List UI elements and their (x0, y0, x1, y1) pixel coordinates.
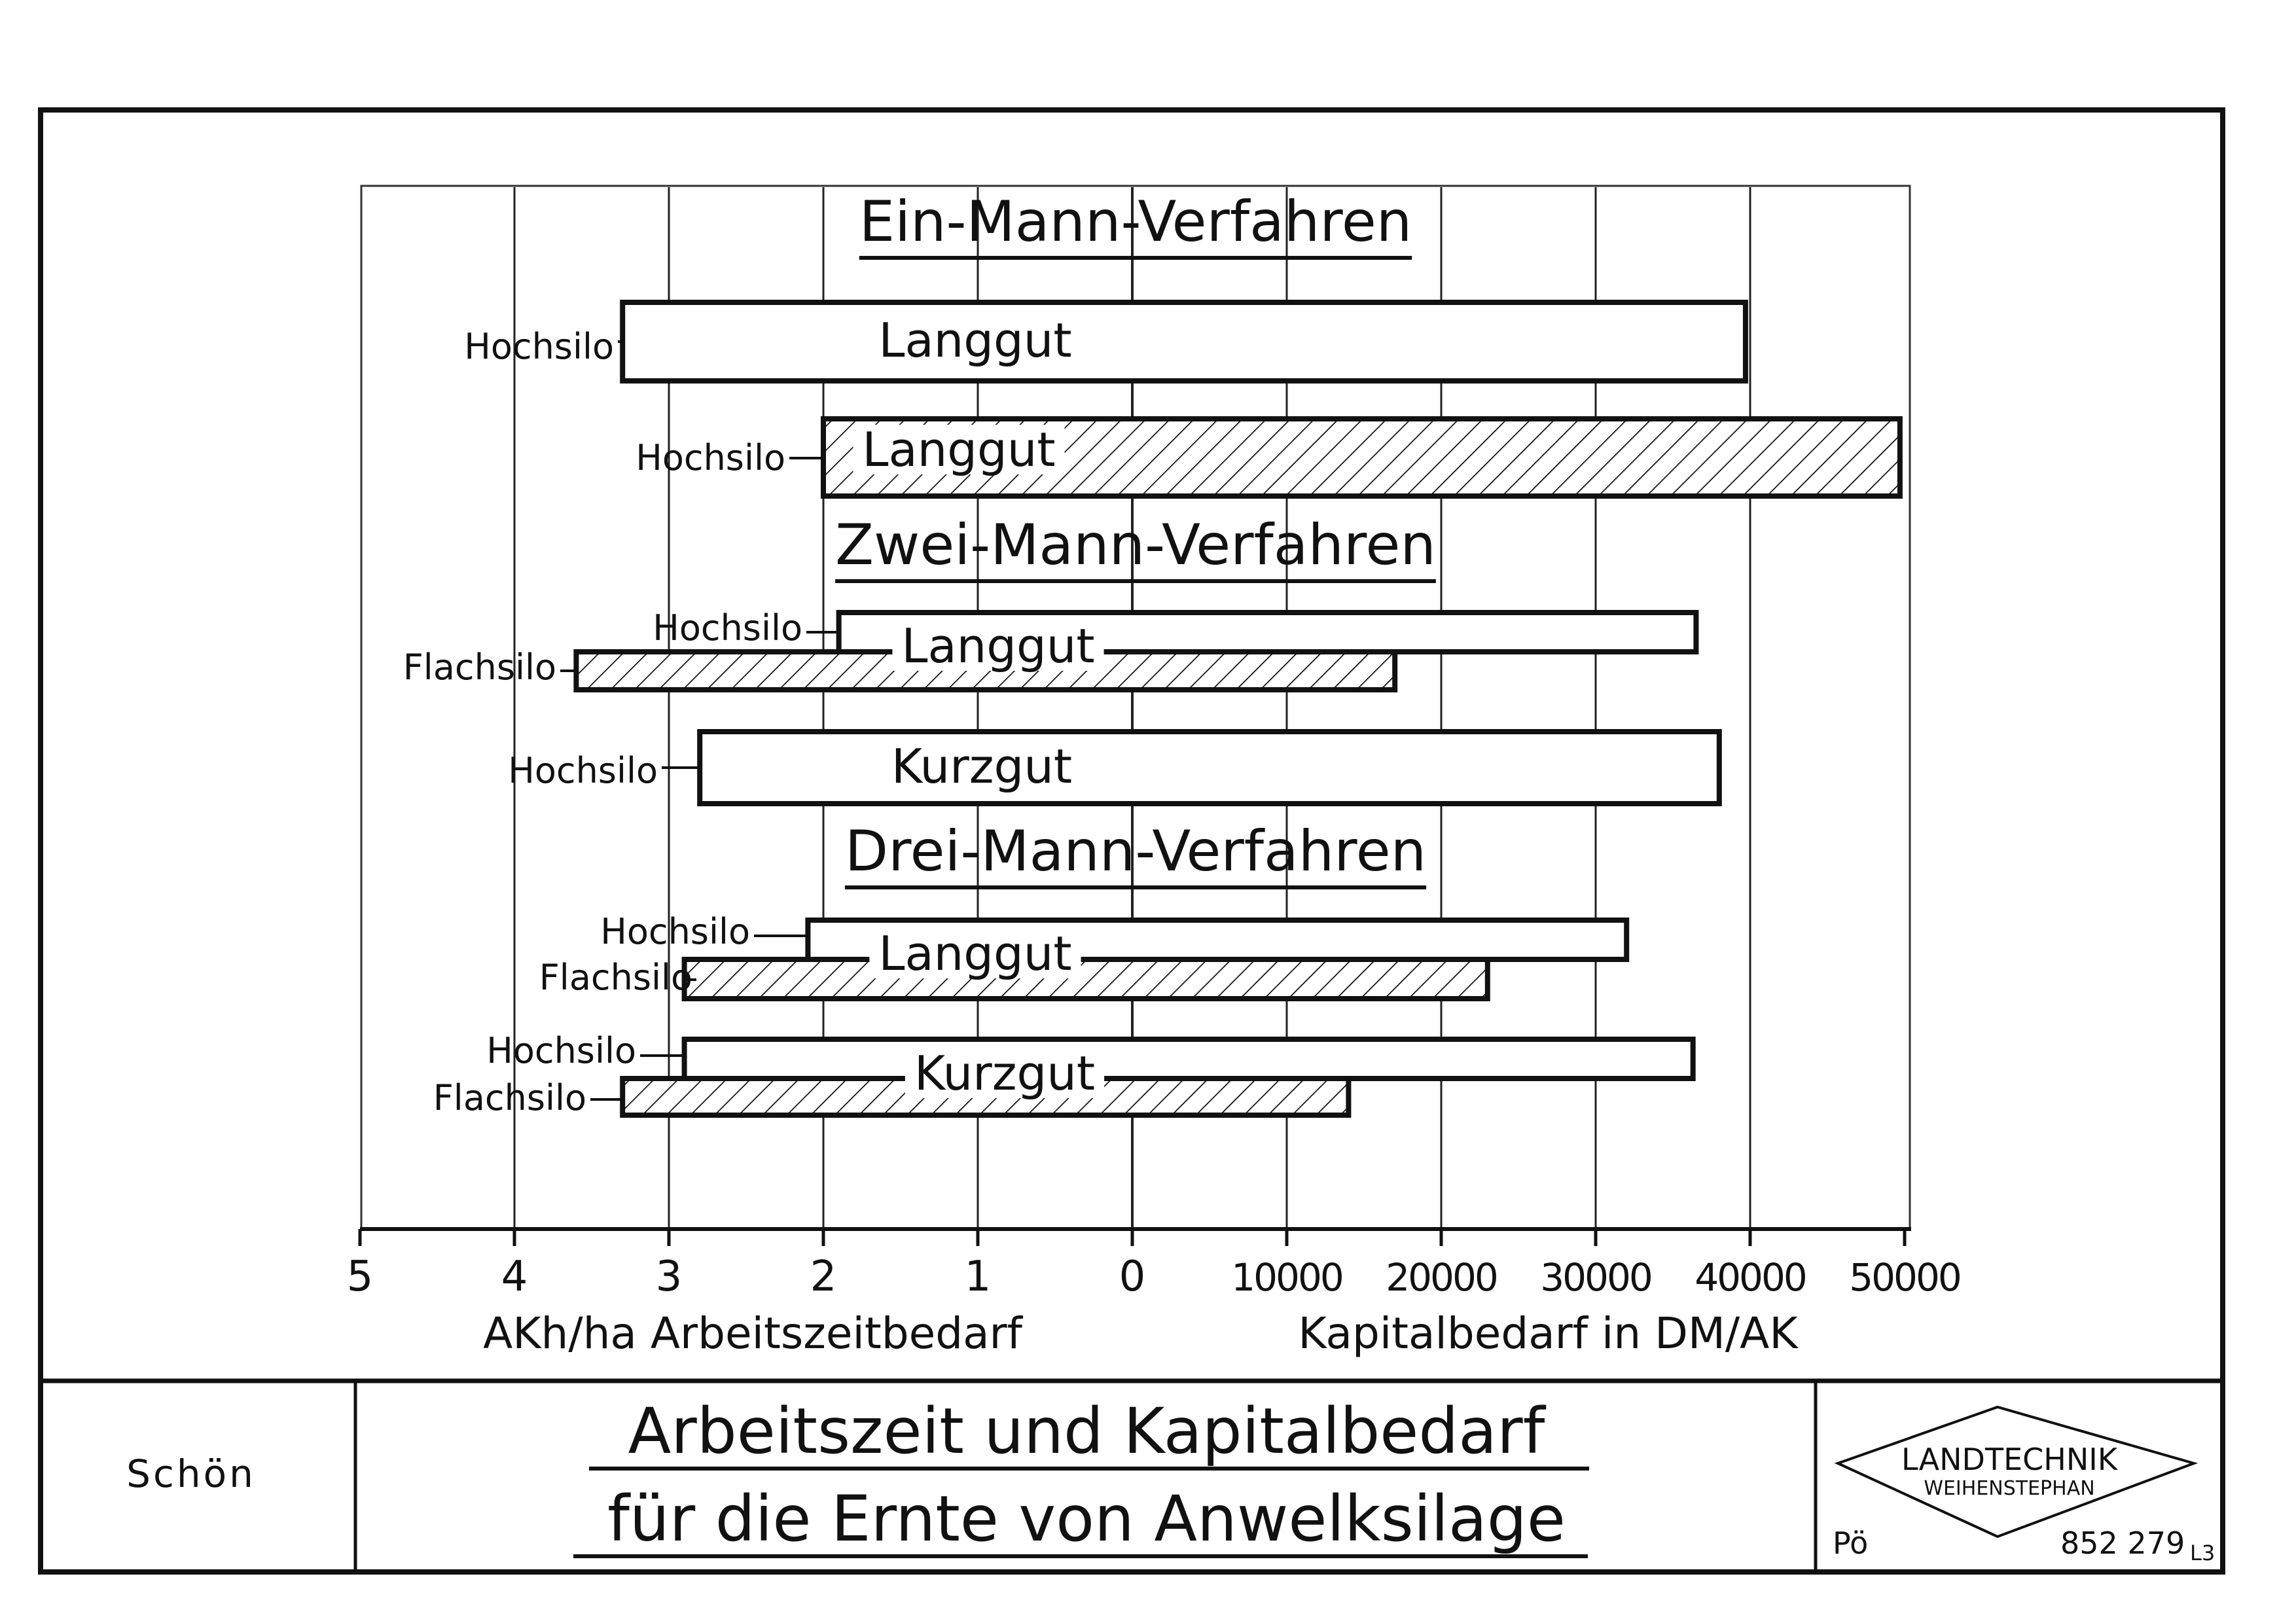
bars-layer (403, 302, 1900, 1118)
silo-label: Flachsilo (433, 1077, 586, 1118)
silo-label: Hochsilo (486, 1030, 636, 1071)
tick-label-akh: 0 (1119, 1253, 1146, 1301)
tick-label-dm: 40000 (1695, 1255, 1806, 1300)
row-label: Kurzgut (891, 739, 1073, 794)
tick-label-akh: 3 (655, 1253, 683, 1301)
bar-hochsilo-plain (700, 732, 1719, 804)
silo-label: Hochsilo (464, 326, 614, 367)
silo-label: Flachsilo (403, 647, 556, 688)
axis-ticks (347, 1229, 1960, 1301)
tick-label-dm: 20000 (1386, 1255, 1497, 1300)
title-line-2: für die Ernte von Anwelksilage (607, 1482, 1566, 1556)
row-label: Langgut (878, 313, 1072, 368)
tick-label-dm: 50000 (1849, 1255, 1960, 1300)
silo-label: Hochsilo (653, 607, 802, 649)
silo-label: Hochsilo (600, 911, 750, 952)
tick-label-akh: 2 (810, 1253, 837, 1301)
author-name: Schön (126, 1452, 256, 1496)
group-heading: Ein-Mann-Verfahren (859, 189, 1412, 255)
tick-label-akh: 5 (346, 1253, 374, 1301)
tick-label-akh: 4 (501, 1253, 528, 1301)
tick-label-akh: 1 (964, 1253, 992, 1301)
left-axis-label: AKh/ha Arbeitszeitbedarf (483, 1308, 1022, 1359)
silo-label: Flachsilo (539, 957, 692, 998)
chart-area (347, 186, 1960, 1359)
bar-hochsilo-plain (685, 1039, 1693, 1079)
logo-line-1: LANDTECHNIK (1901, 1442, 2117, 1477)
tick-label-dm: 30000 (1540, 1255, 1651, 1300)
bar-hochsilo-plain (622, 302, 1746, 381)
silo-label: Hochsilo (636, 437, 785, 478)
group-heading: Drei-Mann-Verfahren (844, 819, 1427, 884)
row-label: Langgut (901, 618, 1095, 673)
silo-label: Hochsilo (508, 750, 658, 791)
landtechnik-logo (1833, 1407, 2215, 1565)
drawing-number: 852 279 (2060, 1525, 2185, 1561)
group-heading: Zwei-Mann-Verfahren (835, 512, 1436, 578)
tick-label-dm: 10000 (1231, 1255, 1342, 1300)
bar-flachsilo-hatched (685, 959, 1488, 999)
row-label: Langgut (862, 422, 1056, 477)
logo-line-2: WEIHENSTEPHAN (1924, 1477, 2095, 1500)
drawing-initials: Pö (1833, 1525, 1869, 1561)
row-label: Kurzgut (914, 1046, 1096, 1101)
row-label: Langgut (878, 926, 1072, 981)
title-line-1: Arbeitszeit und Kapitalbedarf (628, 1395, 1545, 1468)
drawing-title (573, 1395, 1589, 1556)
right-axis-label: Kapitalbedarf in DM/AK (1298, 1308, 1798, 1359)
drawing-number-suffix: L3 (2190, 1541, 2215, 1565)
